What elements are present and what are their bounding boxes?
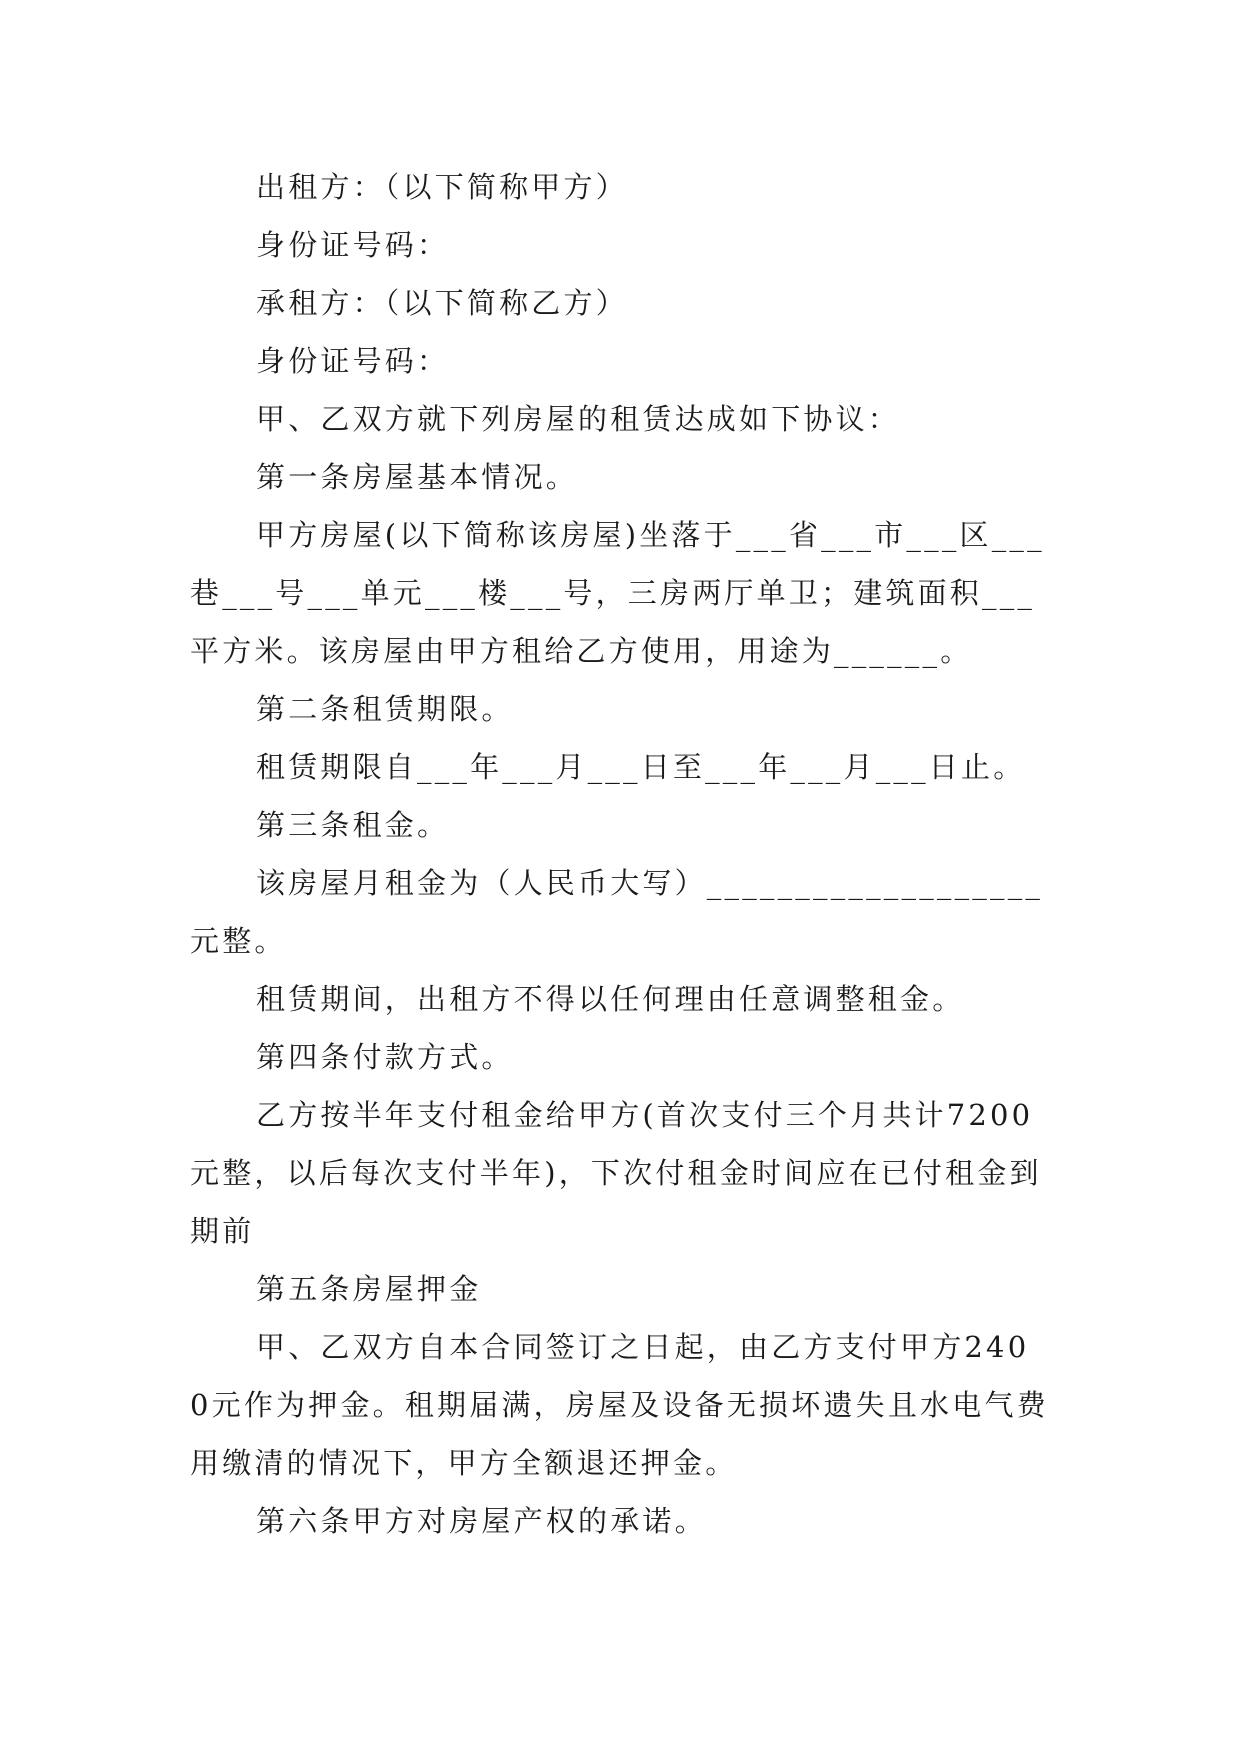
article-1-body: 甲方房屋(以下简称该房屋)坐落于___省___市___区___巷___号___单元___楼___号，三房两厅单卫；建筑面积___平方米。该房屋由甲方租给乙方使用，用途为______。	[190, 518, 1045, 668]
lessee-line: 承租方：（以下简称乙方）	[256, 286, 628, 320]
article-3-heading: 第三条租金。	[256, 808, 450, 842]
document-page	[190, 158, 1050, 1550]
lessor-line: 出租方：（以下简称甲方）	[256, 170, 628, 204]
agreement-intro: 甲、乙双方就下列房屋的租赁达成如下协议：	[256, 402, 901, 436]
lessee-id-line: 身份证号码：	[256, 344, 450, 378]
lessor-id-line: 身份证号码：	[256, 228, 450, 262]
article-1-heading: 第一条房屋基本情况。	[256, 460, 579, 494]
article-2-body: 租赁期限自___年___月___日至___年___月___日止。	[256, 750, 1026, 784]
article-5-body: 甲、乙双方自本合同签订之日起，由乙方支付甲方2400元作为押金。租期届满，房屋及设备无损坏遗失且水电气费用缴清的情况下，甲方全额退还押金。	[190, 1330, 1049, 1480]
article-6-heading: 第六条甲方对房屋产权的承诺。	[256, 1504, 707, 1538]
article-4-heading: 第四条付款方式。	[256, 1040, 514, 1074]
article-4-body: 乙方按半年支付租金给甲方(首次支付三个月共计7200元整，以后每次支付半年)，下次付租金时间应在已付租金到期前	[190, 1098, 1042, 1248]
article-5-heading: 第五条房屋押金	[256, 1272, 482, 1306]
article-3-note: 租赁期间，出租方不得以任何理由任意调整租金。	[256, 982, 965, 1016]
article-2-heading: 第二条租赁期限。	[256, 692, 514, 726]
article-3-body: 该房屋月租金为（人民币大写）___________________元整。	[190, 866, 1044, 958]
